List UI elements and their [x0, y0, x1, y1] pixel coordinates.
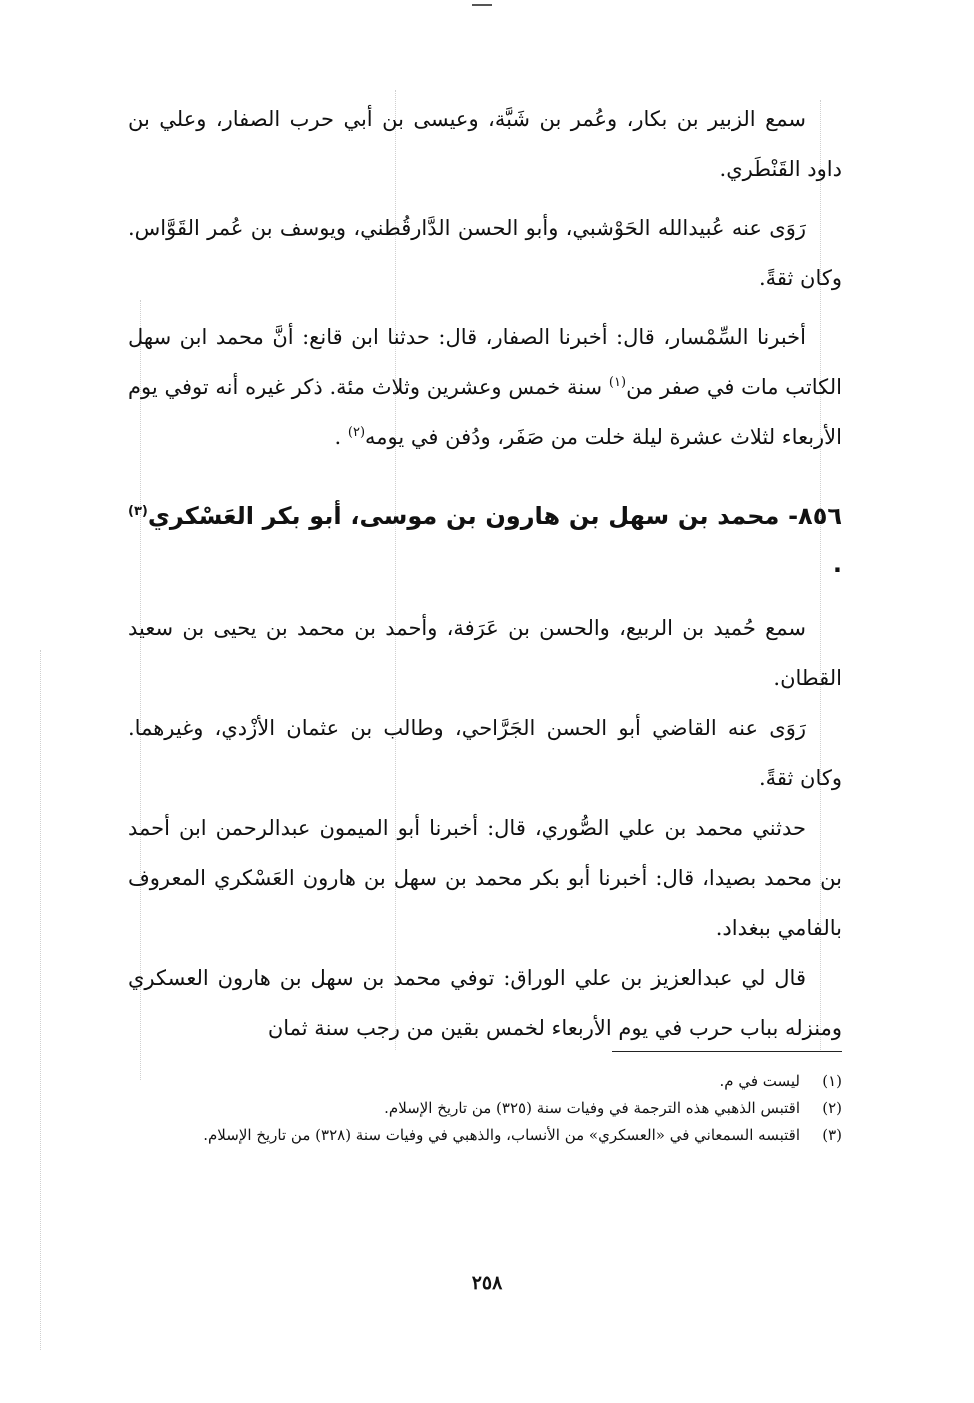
- entry-body: [128, 603, 842, 1053]
- paragraph: حدثني محمد بن علي الصُّوري، قال: أخبرنا أبو الميمون عبدالرحمن ابن أحمد بن محمد بصيدا، قال: أخبرنا أبو بكر محمد بن سهل بن هارون العَسْكري المعروف بالفامي ببغداد.: [128, 816, 842, 940]
- page-number: ٢٥٨: [471, 1272, 503, 1294]
- footnote-text: ليست في م.: [719, 1072, 800, 1090]
- paragraph-segment: سنة خمس وعشرين وثلاث مئة. ذكر غيره أنه توفي يوم الأربعاء لثلاث عشرة ليلة خلت من صَفَر، ودُفن في يومه: [128, 375, 842, 449]
- footnote: [128, 1095, 842, 1122]
- footnote-marker: (٢): [347, 425, 366, 440]
- entry-heading: [128, 492, 842, 588]
- footnote-number: (٢): [822, 1099, 842, 1117]
- footnote-text: اقتبسه السمعاني في «العسكري» من الأنساب، والذهبي في وفيات سنة (٣٢٨) من تاريخ الإسلام.: [203, 1126, 800, 1144]
- footnote: [128, 1068, 842, 1095]
- paragraph: سمع الزبير بن بكار، وعُمر بن شَبَّة، وعيسى بن أبي حرب الصفار، وعلي بن داود القَنْطَري.: [128, 107, 842, 181]
- previous-entry-text: [128, 94, 842, 462]
- paragraph: قال لي عبدالعزيز بن علي الوراق: توفي محمد بن سهل بن هارون العسكري ومنزله بباب حرب في يوم الأربعاء لخمس بقين من رجب سنة ثمان: [128, 966, 842, 1040]
- paragraph: رَوَى عنه عُبيدالله الحَوْشبي، وأبو الحسن الدَّارقُطني، ويوسف بن عُمر القَوَّاس. وكان ثقةً.: [128, 216, 842, 290]
- footnote-text: اقتبس الذهبي هذه الترجمة في وفيات سنة (٣٢٥) من تاريخ الإسلام.: [384, 1099, 800, 1117]
- paragraph: سمع حُميد بن الربيع، والحسن بن عَرَفة، وأحمد بن محمد بن يحيى بن سعيد القطان.: [128, 616, 842, 690]
- entry-heading-block: [128, 492, 842, 588]
- paragraph-segment: أخبرنا السِّمْسار، قال: أخبرنا الصفار، قال: حدثنا ابن قانع: أنَّ محمد ابن سهل الكاتب مات في صفر من: [128, 325, 842, 399]
- paragraph-with-notes: [128, 312, 842, 462]
- footnote-separator: [612, 1051, 842, 1052]
- entry-heading-text: ٨٥٦- محمد بن سهل بن هارون بن موسى، أبو بكر العَسْكري: [147, 502, 842, 530]
- footnote-marker: (٣): [128, 504, 148, 519]
- top-edge-mark: [472, 0, 492, 6]
- footnote-number: (٣): [822, 1126, 842, 1144]
- scan-grain: [40, 650, 41, 1350]
- paragraph: رَوَى عنه القاضي أبو الحسن الجَرَّاحي، وطالب بن عثمان الأزْدي، وغيرهما. وكان ثقةً.: [128, 716, 842, 790]
- footnote: [128, 1122, 842, 1149]
- entry-heading-end: .: [832, 550, 842, 578]
- footnotes: [128, 1068, 842, 1149]
- footnote-number: (١): [822, 1072, 842, 1090]
- paragraph-segment: .: [334, 425, 342, 449]
- footnote-marker: (١): [608, 375, 627, 390]
